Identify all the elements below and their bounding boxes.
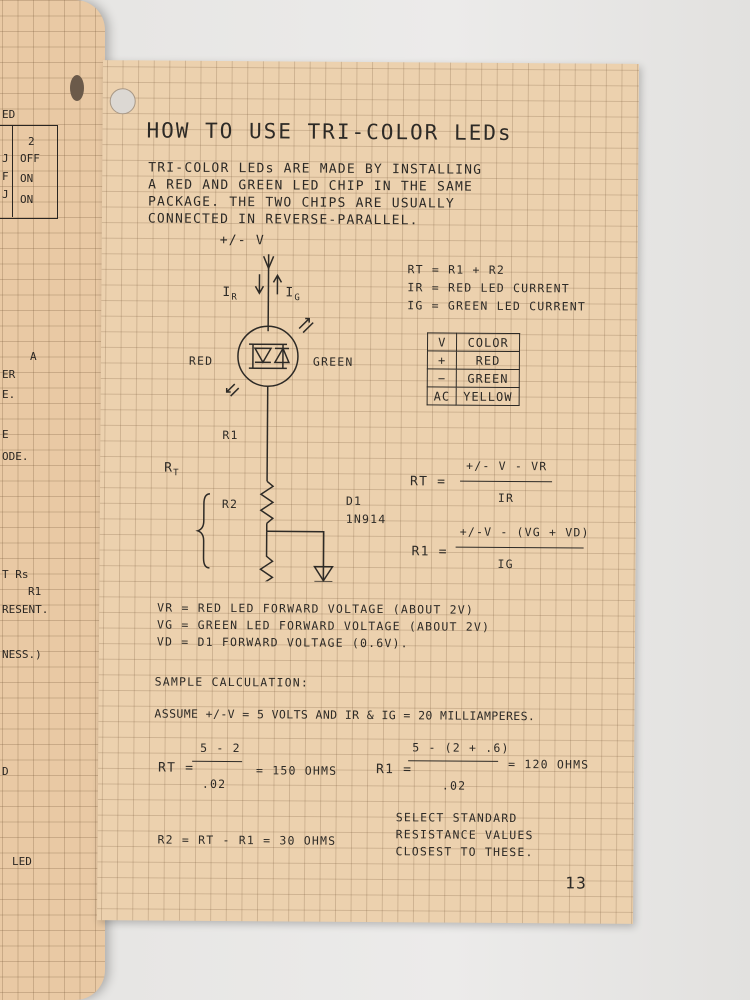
rt-brace [197, 494, 210, 568]
current-arrow-g [273, 275, 281, 294]
binder-hole [70, 75, 84, 101]
left-table-cell: F [2, 170, 9, 183]
definition-line: RT = R1 + R2 [407, 262, 506, 277]
green-label: GREEN [312, 354, 354, 369]
r2-resistor [260, 531, 273, 582]
left-text-fragment: D [2, 765, 9, 778]
intro-line: TRI-COLOR LEDs ARE MADE BY INSTALLING [148, 160, 483, 178]
color-table-cell: − [427, 369, 457, 387]
notebook-page [97, 60, 639, 924]
tri-color-led-icon [238, 326, 298, 386]
left-table-cell: ON [20, 172, 34, 185]
left-text-fragment: LED [12, 855, 32, 868]
rt-formula-denominator: IR [497, 490, 515, 506]
fraction-line [408, 760, 498, 762]
calc-r1-numerator: 5 - (2 + .6) [412, 740, 510, 755]
fraction-line [456, 547, 584, 549]
r2-line: R2 = RT - R1 = 30 OHMS [157, 832, 337, 848]
red-label: RED [188, 353, 214, 368]
color-table-cell: GREEN [457, 369, 519, 387]
color-table-header: V [427, 333, 457, 351]
note-line: CLOSEST TO THESE. [395, 844, 534, 860]
color-table-cell: RED [457, 351, 519, 369]
left-table-cell: ON [20, 193, 34, 206]
left-table-cell: J [2, 188, 9, 201]
binder-hole [110, 88, 136, 114]
left-table-cell: J [2, 152, 9, 165]
rt-label: $R_T$ [164, 460, 180, 479]
definition-line: IR = RED LED CURRENT [407, 280, 570, 296]
voltage-definition: VG = GREEN LED FORWARD VOLTAGE (ABOUT 2V) [157, 617, 491, 634]
left-text-fragment: E [2, 428, 9, 441]
intro-line: PACKAGE. THE TWO CHIPS ARE USUALLY [147, 194, 455, 212]
page-title: HOW TO USE TRI-COLOR LEDs [146, 118, 513, 146]
color-table-header: COLOR [457, 333, 519, 351]
left-table-cell: OFF [20, 152, 40, 165]
rt-formula-numerator: +/- V - VR [466, 458, 548, 474]
intro-line: CONNECTED IN REVERSE-PARALLEL. [147, 211, 419, 229]
note-line: SELECT STANDARD [395, 810, 518, 826]
current-g-label: $I_G$ [285, 285, 302, 304]
rt-formula-lhs: RT = [410, 474, 447, 490]
left-text-fragment: A [30, 350, 37, 363]
calc-rt-lhs: RT = [158, 760, 195, 776]
diode-part: 1N914 [345, 511, 387, 527]
voltage-definition: VR = RED LED FORWARD VOLTAGE (ABOUT 2V) [157, 600, 475, 617]
color-table-cell: + [427, 351, 457, 369]
r1-label: R1 [222, 427, 239, 443]
left-table-header: ED [2, 108, 16, 121]
calc-r1-result: = 120 OHMS [508, 756, 590, 772]
fraction-line [192, 761, 242, 762]
left-text-fragment: ODE. [2, 450, 29, 463]
definition-line: IG = GREEN LED CURRENT [407, 298, 587, 314]
calc-r1-denominator: .02 [441, 778, 467, 793]
calc-r1-lhs: R1 = [376, 762, 413, 778]
calc-rt-denominator: .02 [201, 776, 227, 792]
color-table-cell: YELLOW [457, 387, 519, 405]
calc-rt-numerator: 5 - 2 [200, 740, 241, 756]
r2-label: R2 [221, 496, 239, 512]
left-text-fragment: NESS.) [2, 648, 42, 661]
green-led-icon [275, 348, 289, 362]
assume-line: ASSUME +/-V = 5 VOLTS AND IR & IG = 20 MILLIAMPERES. [154, 706, 536, 724]
voltage-definition: VD = D1 FORWARD VOLTAGE (0.6V). [156, 634, 409, 651]
current-r-label: $I_R$ [222, 284, 239, 303]
circuit-diagram [169, 236, 371, 582]
left-page [0, 0, 105, 1000]
calc-rt-result: = 150 OHMS [256, 763, 338, 778]
r1-formula-denominator: IG [497, 556, 514, 572]
r1-resistor [261, 481, 273, 523]
page-number: 13 [565, 873, 588, 893]
color-table [427, 332, 520, 406]
left-table-col: 2 [28, 135, 35, 148]
current-arrow-r [255, 274, 263, 293]
left-text-fragment: RESENT. [2, 603, 49, 616]
r1-formula-lhs: R1 = [411, 544, 448, 560]
sample-heading: SAMPLE CALCULATION: [154, 674, 310, 690]
left-text-fragment: T Rs [2, 568, 29, 581]
r1-formula-numerator: +/-V - (VG + VD) [459, 524, 590, 540]
color-table-cell: AC [427, 387, 457, 405]
fraction-line [460, 481, 552, 483]
diode-label: D1 [345, 493, 363, 508]
red-led-icon [255, 348, 271, 362]
left-text-fragment: ER [2, 368, 16, 381]
supply-label: +/- V [219, 232, 265, 249]
note-line: RESISTANCE VALUES [395, 827, 534, 843]
left-text-fragment: R1 [28, 585, 42, 598]
intro-line: A RED AND GREEN LED CHIP IN THE SAME [148, 177, 474, 195]
left-text-fragment: E. [2, 388, 16, 401]
